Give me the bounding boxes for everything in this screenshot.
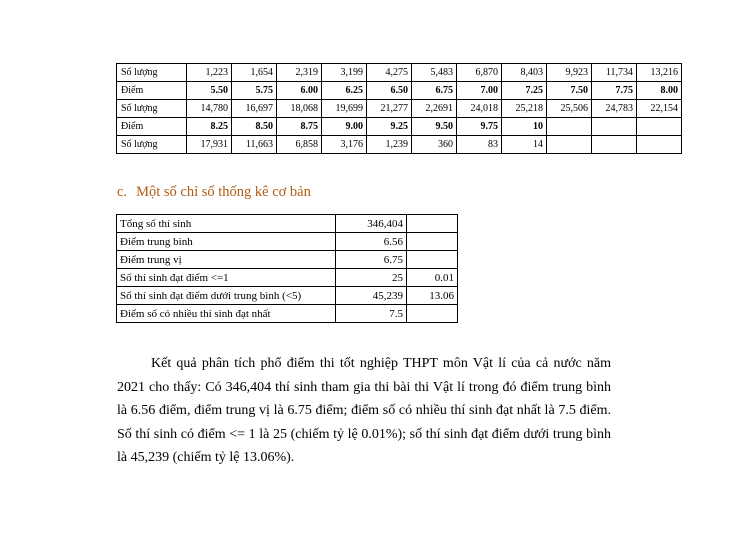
table-cell: 2,319 xyxy=(277,64,322,82)
stat-percent xyxy=(407,305,458,323)
table-cell: 83 xyxy=(457,136,502,154)
table-cell: 8.75 xyxy=(277,118,322,136)
table-cell: 360 xyxy=(412,136,457,154)
row-label: Điểm xyxy=(117,82,187,100)
table-cell: 6,858 xyxy=(277,136,322,154)
row-label: Số lượng xyxy=(117,100,187,118)
table-cell: 7.00 xyxy=(457,82,502,100)
stat-value: 25 xyxy=(336,269,407,287)
table-cell: 14,780 xyxy=(187,100,232,118)
table-cell: 7.75 xyxy=(592,82,637,100)
stat-percent: 13.06 xyxy=(407,287,458,305)
table-cell: 6.50 xyxy=(367,82,412,100)
table-cell: 22,154 xyxy=(637,100,682,118)
row-label: Điểm xyxy=(117,118,187,136)
table-cell xyxy=(637,118,682,136)
statistics-row xyxy=(117,251,458,269)
table-cell: 9.75 xyxy=(457,118,502,136)
stat-value: 7.5 xyxy=(336,305,407,323)
stat-label: Điểm trung vị xyxy=(117,251,336,269)
table-cell: 5,483 xyxy=(412,64,457,82)
statistics-row xyxy=(117,215,458,233)
table-cell: 9,923 xyxy=(547,64,592,82)
table-cell: 8,403 xyxy=(502,64,547,82)
table-cell: 4,275 xyxy=(367,64,412,82)
distribution-row xyxy=(117,100,682,118)
table-cell: 9.50 xyxy=(412,118,457,136)
table-cell: 8.00 xyxy=(637,82,682,100)
table-cell: 7.25 xyxy=(502,82,547,100)
table-cell: 13,216 xyxy=(637,64,682,82)
distribution-row xyxy=(117,136,682,154)
table-cell: 5.50 xyxy=(187,82,232,100)
table-cell: 1,239 xyxy=(367,136,412,154)
stat-percent xyxy=(407,215,458,233)
summary-text: Kết quả phân tích phổ điểm thi tốt nghiệp THPT môn Vật lí của cả nước năm 2021 cho thấy: Có 346,404 thí sinh tham gia thi bài thi Vật lí trong đó điểm trung bình là 6.56 điểm, điểm trung vị là 6.75 điểm; điểm số có nhiều thí sinh đạt nhất là 7.5 điểm. Số thí sinh có điểm <= 1 là 25 (chiếm tỷ lệ 0.01%); số thí sinh đạt điểm dưới trung bình là 45,239 (chiếm tỷ lệ 13.06%). xyxy=(117,356,611,465)
table-cell: 5.75 xyxy=(232,82,277,100)
table-cell: 1,654 xyxy=(232,64,277,82)
distribution-row xyxy=(117,118,682,136)
table-cell: 6.00 xyxy=(277,82,322,100)
table-cell: 3,176 xyxy=(322,136,367,154)
table-cell: 21,277 xyxy=(367,100,412,118)
statistics-row xyxy=(117,305,458,323)
table-cell: 14 xyxy=(502,136,547,154)
table-cell xyxy=(547,136,592,154)
stat-label: Điểm số có nhiều thí sinh đạt nhất xyxy=(117,305,336,323)
statistics-row xyxy=(117,233,458,251)
table-cell: 7.50 xyxy=(547,82,592,100)
statistics-row xyxy=(117,287,458,305)
stat-percent xyxy=(407,251,458,269)
stat-label: Số thí sinh đạt điểm <=1 xyxy=(117,269,336,287)
table-cell: 24,018 xyxy=(457,100,502,118)
table-cell xyxy=(637,136,682,154)
stat-percent: 0.01 xyxy=(407,269,458,287)
section-title: Một số chỉ số thống kê cơ bản xyxy=(136,184,311,200)
section-heading xyxy=(117,184,311,201)
stat-label: Số thí sinh đạt điểm dưới trung bình (<5) xyxy=(117,287,336,305)
table-cell: 6,870 xyxy=(457,64,502,82)
table-cell: 19,699 xyxy=(322,100,367,118)
summary-paragraph xyxy=(117,352,611,470)
table-cell: 1,223 xyxy=(187,64,232,82)
table-cell: 18,068 xyxy=(277,100,322,118)
table-cell: 16,697 xyxy=(232,100,277,118)
stat-percent xyxy=(407,233,458,251)
stat-label: Điểm trung bình xyxy=(117,233,336,251)
table-cell: 25,218 xyxy=(502,100,547,118)
stat-value: 45,239 xyxy=(336,287,407,305)
stat-label: Tổng số thí sinh xyxy=(117,215,336,233)
row-label: Số lượng xyxy=(117,64,187,82)
section-marker: c. xyxy=(117,184,128,200)
score-distribution-table xyxy=(116,63,682,154)
table-cell: 8.25 xyxy=(187,118,232,136)
table-cell: 8.50 xyxy=(232,118,277,136)
table-cell xyxy=(547,118,592,136)
stat-value: 346,404 xyxy=(336,215,407,233)
table-cell: 10 xyxy=(502,118,547,136)
table-cell: 6.25 xyxy=(322,82,367,100)
statistics-row xyxy=(117,269,458,287)
table-cell: 6.75 xyxy=(412,82,457,100)
stat-value: 6.56 xyxy=(336,233,407,251)
table-cell: 17,931 xyxy=(187,136,232,154)
table-cell: 11,663 xyxy=(232,136,277,154)
table-cell: 24,783 xyxy=(592,100,637,118)
table-cell xyxy=(592,136,637,154)
table-cell: 11,734 xyxy=(592,64,637,82)
distribution-row xyxy=(117,64,682,82)
table-cell: 9.25 xyxy=(367,118,412,136)
table-cell: 25,506 xyxy=(547,100,592,118)
basic-statistics-table xyxy=(116,214,458,323)
table-cell: 2,2691 xyxy=(412,100,457,118)
table-cell: 9.00 xyxy=(322,118,367,136)
table-cell: 3,199 xyxy=(322,64,367,82)
table-cell xyxy=(592,118,637,136)
row-label: Số lượng xyxy=(117,136,187,154)
distribution-row xyxy=(117,82,682,100)
stat-value: 6.75 xyxy=(336,251,407,269)
